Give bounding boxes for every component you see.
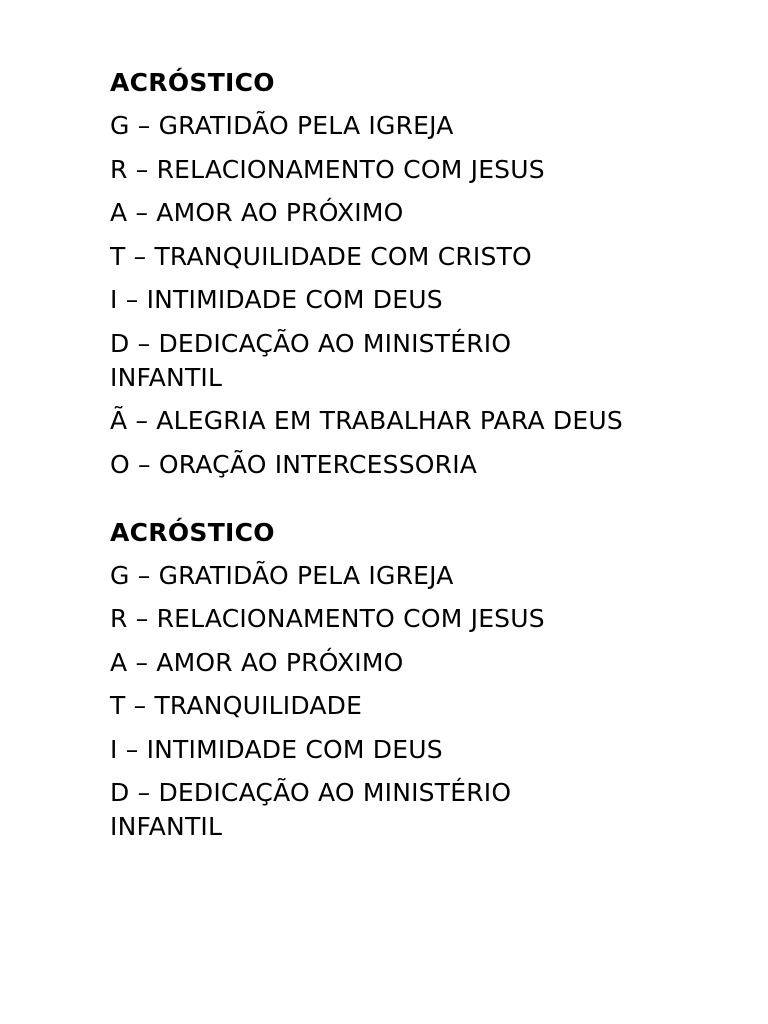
acrostic-line: Ã – ALEGRIA EM TRABALHAR PARA DEUS (110, 406, 623, 435)
acrostic-line: G – GRATIDÃO PELA IGREJA (110, 560, 454, 590)
document-page (110, 66, 630, 854)
acrostic-line: A – AMOR AO PRÓXIMO (110, 647, 404, 677)
acrostic-line: A – AMOR AO PRÓXIMO (110, 198, 404, 227)
acrostic-line: I – INTIMIDADE COM DEUS (110, 285, 443, 314)
acrostic-line: O – ORAÇÃO INTERCESSORIA (110, 449, 478, 479)
acrostic-line: R – RELACIONAMENTO COM JESUS (110, 154, 545, 184)
acrostic-line: I – INTIMIDADE COM DEUS (110, 734, 443, 764)
acrostic-line: D – DEDICAÇÃO AO MINISTÉRIO INFANTIL (110, 778, 512, 841)
acrostic-title: ACRÓSTICO (110, 68, 275, 97)
acrostic-block-1 (110, 66, 630, 482)
acrostic-line: D – DEDICAÇÃO AO MINISTÉRIO INFANTIL (110, 328, 512, 392)
acrostic-line: T – TRANQUILIDADE COM CRISTO (110, 241, 532, 271)
acrostic-title: ACRÓSTICO (110, 517, 275, 547)
acrostic-line: R – RELACIONAMENTO COM JESUS (110, 604, 545, 633)
acrostic-block-2 (110, 516, 630, 845)
acrostic-line: T – TRANQUILIDADE (110, 691, 363, 720)
acrostic-line: G – GRATIDÃO PELA IGREJA (110, 111, 454, 140)
